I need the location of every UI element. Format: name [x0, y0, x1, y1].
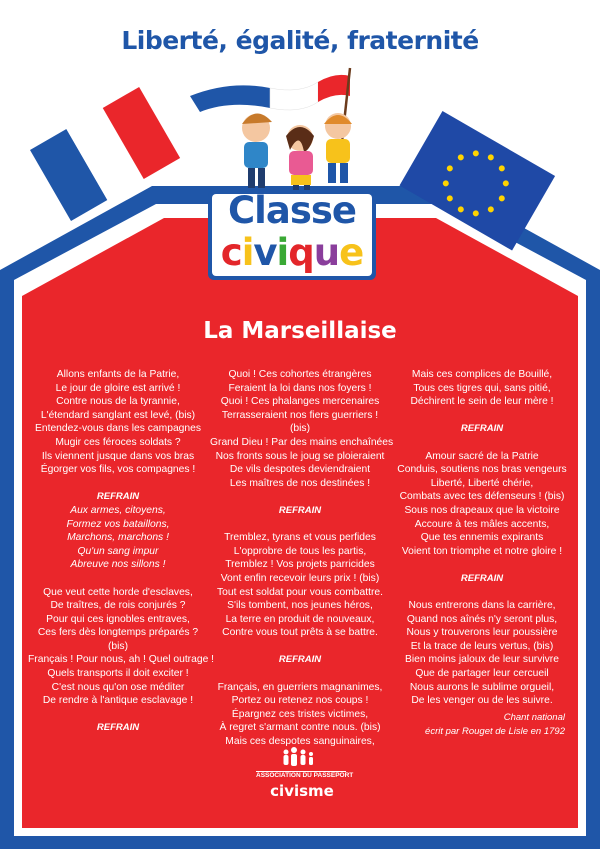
lyric-line: Grand Dieu ! Par des mains enchaînées [210, 436, 394, 448]
lyric-line: Mugir ces féroces soldats ? [55, 436, 181, 448]
lyric-line: Que veut cette horde d'esclaves, [43, 586, 193, 598]
lyric-line: De traîtres, de rois conjurés ? [50, 600, 186, 612]
lyric-line: Français, en guerriers magnanimes, [217, 681, 383, 693]
lyric-line: Égorger vos fils, vos compagnes ! [40, 464, 196, 476]
logo-letter: v [253, 231, 277, 274]
lyric-line: Terrasseraient nos fiers guerriers ! [221, 409, 379, 421]
author-credit [400, 711, 565, 739]
lyric-line: Que de partager leur cercueil [415, 668, 549, 680]
assoc-word: civisme [270, 782, 334, 800]
stanza-gap [392, 409, 572, 423]
lyric-line: (bis) [107, 640, 129, 652]
lyric-line: Amour sacré de la Patrie [425, 450, 539, 462]
lyric-line: Combats avec tes défenseurs ! (bis) [399, 491, 565, 503]
refrain-label: REFRAIN [96, 491, 140, 503]
stanza-gap [210, 518, 390, 532]
lyric-line: De rendre à l'antique esclavage ! [42, 695, 194, 707]
refrain-label: REFRAIN [96, 722, 140, 734]
stanza-gap [28, 708, 208, 722]
logo-letter: q [288, 231, 314, 274]
kids-illustration [242, 113, 352, 197]
stanza-gap [392, 436, 572, 450]
lyric-line: Formez vos bataillons, [66, 518, 170, 530]
lyric-line: Sous nos drapeaux que la victoire [404, 504, 560, 516]
classe-civique-logo [212, 190, 372, 282]
lyric-line: C'est nous qu'on ose méditer [51, 681, 185, 693]
lyric-line: Bien moins jaloux de leur survivre [405, 654, 559, 666]
lyric-line: Français ! Pour nous, ah ! Quel outrage ! [28, 654, 215, 666]
lyric-line: L'étendard sanglant est levé, (bis) [40, 409, 196, 421]
lyric-line: Quoi ! Ces cohortes étrangères [228, 369, 372, 380]
lyric-line: Tremblez ! Vos projets parricides [225, 559, 375, 571]
logo-letter: i [241, 231, 254, 274]
stanza-gap [392, 558, 572, 572]
lyric-line: Tout est soldat pour vous combattre. [217, 586, 383, 598]
lyric-line: Nous y trouverons leur poussière [406, 627, 558, 639]
refrain-label: REFRAIN [460, 572, 504, 584]
lyric-line: Mais ces complices de Bouillé, [411, 369, 553, 380]
lyric-line: Contre nous de la tyrannie, [56, 396, 180, 408]
stanza-gap [28, 572, 208, 586]
lyric-line: Épargnez ces tristes victimes, [231, 708, 369, 720]
lyric-line: L'opprobre de tous les partis, [233, 545, 367, 557]
association-logo [248, 738, 354, 800]
lyric-line: Entendez-vous dans les campagnes [35, 423, 201, 435]
refrain-label: REFRAIN [460, 423, 504, 435]
credit-line-2: écrit par Rouget de Lisle en 1792 [425, 726, 565, 737]
logo-word-classe: Classe [228, 189, 356, 232]
lyric-line: Allons enfants de la Patrie, [56, 369, 180, 380]
lyric-line: Aux armes, citoyens, [70, 504, 166, 516]
anthem-title: La Marseillaise [203, 318, 397, 344]
lyric-line: Accoure à tes mâles accents, [414, 518, 550, 530]
lyric-line: Contre vous tout prêts à se battre. [222, 627, 378, 639]
logo-letter: u [313, 231, 340, 274]
motto-heading: Liberté, égalité, fraternité [121, 26, 479, 55]
lyric-line: Quoi ! Ces phalanges mercenaires [220, 396, 380, 408]
lyric-line: Qu'un sang impur [77, 545, 159, 557]
lyric-line: Nos fronts sous le joug se ploieraient [215, 450, 385, 462]
logo-letter: i [276, 231, 289, 274]
lyric-line: Tremblez, tyrans et vous perfides [224, 532, 376, 544]
lyric-line: Voient ton triomphe et notre gloire ! [401, 545, 563, 557]
lyric-line: Et la trace de leurs vertus, (bis) [410, 640, 554, 652]
stanza-gap [210, 667, 390, 681]
lyric-line: Nous entrerons dans la carrière, [408, 600, 556, 612]
stanza-gap [28, 477, 208, 491]
lyric-line: S'ils tombent, nos jeunes héros, [227, 600, 373, 612]
lyric-line: Déchirent le sein de leur mère ! [410, 396, 554, 408]
lyric-line: Les maîtres de nos destinées ! [229, 477, 371, 489]
refrain-label: REFRAIN [278, 504, 322, 516]
logo-letter: c [220, 231, 242, 274]
lyric-line: La terre en produit de nouveaux, [225, 613, 375, 625]
lyric-line: Conduis, soutiens nos bras vengeurs [397, 464, 567, 476]
lyric-line: Liberté, Liberté chérie, [430, 477, 534, 489]
stanza-gap [210, 640, 390, 654]
lyric-line: Nous aurons le sublime orgueil, [409, 681, 555, 693]
lyric-line: À regret s'armant contre nous. (bis) [219, 722, 381, 734]
lyric-line: Tous ces tigres qui, sans pitié, [413, 382, 551, 394]
assoc-name: ASSOCIATION DU PASSEPORT [256, 772, 354, 779]
lyric-line: Ces fers dès longtemps préparés ? [37, 627, 199, 639]
lyric-line: De vils despotes deviendraient [229, 464, 371, 476]
lyric-line: Quels transports il doit exciter ! [47, 668, 189, 680]
stanza-gap [210, 490, 390, 504]
lyric-line: (bis) [289, 423, 311, 435]
lyrics-column-2 [210, 368, 394, 749]
credit-line-1: Chant national [503, 712, 565, 723]
lyric-line: Marchons, marchons ! [67, 532, 169, 544]
lyrics-column-3 [392, 368, 572, 708]
refrain-label: REFRAIN [278, 654, 322, 666]
lyric-line: Vont enfin recevoir leurs prix ! (bis) [220, 572, 380, 584]
stanza-gap [392, 586, 572, 600]
lyrics-column-1 [28, 368, 215, 735]
lyric-line: Mais ces despotes sanguinaires, [225, 736, 375, 748]
logo-word-civique [212, 232, 372, 274]
lyric-line: Que tes ennemis expirants [420, 532, 544, 544]
lyric-line: Ils viennent jusque dans vos bras [41, 450, 195, 462]
lyric-line: Abreuve nos sillons ! [70, 559, 166, 571]
lyric-line: Le jour de gloire est arrivé ! [55, 382, 181, 394]
logo-letter: e [339, 231, 364, 274]
lyric-line: Portez ou retenez nos coups ! [231, 695, 369, 707]
lyric-line: Quand nos aînés n'y seront plus, [406, 613, 558, 625]
lyric-line: Pour qui ces ignobles entraves, [46, 613, 190, 625]
lyric-line: De les venger ou de les suivre. [411, 695, 553, 707]
lyric-line: Feraient la loi dans nos foyers ! [228, 382, 372, 394]
